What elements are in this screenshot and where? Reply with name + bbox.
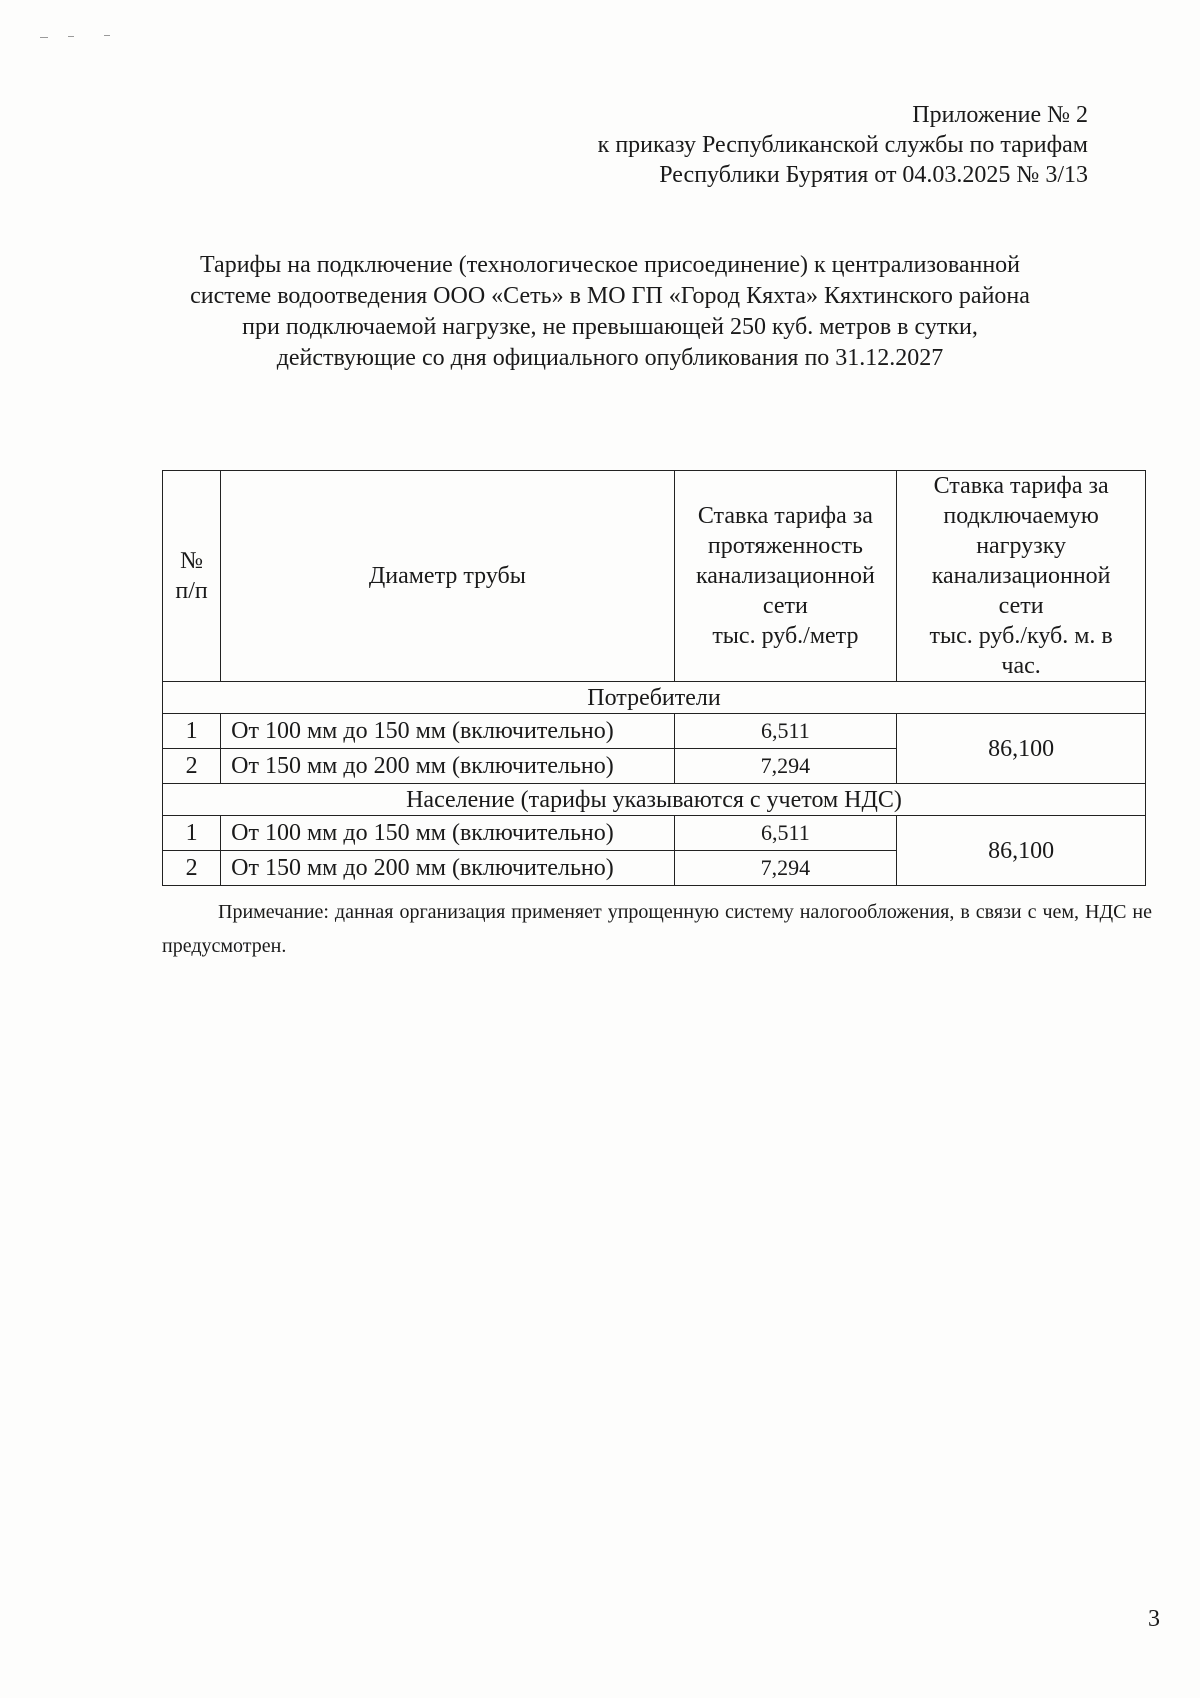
group-label: Население (тарифы указываются с учетом НДС) (163, 784, 1146, 816)
row-length-rate: 6,511 (674, 816, 897, 851)
row-number: 1 (163, 816, 221, 851)
header-diameter: Диаметр трубы (221, 471, 674, 682)
header-number: № п/п (163, 471, 221, 682)
title-line: действующие со дня официального опубликования по 31.12.2027 (276, 345, 944, 371)
appendix-order-ref: к приказу Республиканской службы по тарифам (597, 132, 1088, 158)
title-line: Тарифы на подключение (технологическое присоединение) к централизованной (199, 252, 1021, 278)
page-number: 3 (1148, 1606, 1160, 1632)
row-diameter: От 150 мм до 200 мм (включительно) (221, 851, 674, 886)
row-length-rate: 6,511 (674, 714, 897, 749)
tariff-table (162, 470, 1146, 886)
appendix-number: Приложение № 2 (912, 102, 1088, 128)
row-length-rate: 7,294 (674, 851, 897, 886)
table-row (163, 714, 1146, 749)
table-note: Примечание: данная организация применяет упрощенную систему налогообложения, в связи с чем, НДС не предусмотрен. (162, 901, 1152, 957)
row-diameter: От 150 мм до 200 мм (включительно) (221, 749, 674, 784)
table-row (163, 816, 1146, 851)
group-row-population (163, 784, 1146, 816)
row-number: 2 (163, 851, 221, 886)
row-number: 2 (163, 749, 221, 784)
appendix-order-date: Республики Бурятия от 04.03.2025 № 3/13 (659, 162, 1088, 188)
title-line: при подключаемой нагрузке, не превышающей 250 куб. метров в сутки, (242, 314, 978, 340)
appendix-header (598, 100, 1088, 190)
scan-mark (40, 37, 48, 38)
row-length-rate: 7,294 (674, 749, 897, 784)
row-diameter: От 100 мм до 150 мм (включительно) (221, 714, 674, 749)
group-load-rate: 86,100 (897, 714, 1146, 784)
group-load-rate: 86,100 (897, 816, 1146, 886)
scan-mark (104, 35, 110, 36)
group-row-consumers (163, 682, 1146, 714)
scan-mark (68, 36, 74, 37)
group-label: Потребители (163, 682, 1146, 714)
header-load-rate: Ставка тарифа за подключаемую нагрузку канализационной сети тыс. руб./куб. м. в час. (897, 471, 1146, 682)
row-diameter: От 100 мм до 150 мм (включительно) (221, 816, 674, 851)
header-length-rate: Ставка тарифа за протяженность канализационной сети тыс. руб./метр (674, 471, 897, 682)
row-number: 1 (163, 714, 221, 749)
table-header-row (163, 471, 1146, 682)
document-title (150, 250, 1070, 374)
title-line: системе водоотведения ООО «Сеть» в МО ГП «Город Кяхта» Кяхтинского района (190, 283, 1030, 309)
